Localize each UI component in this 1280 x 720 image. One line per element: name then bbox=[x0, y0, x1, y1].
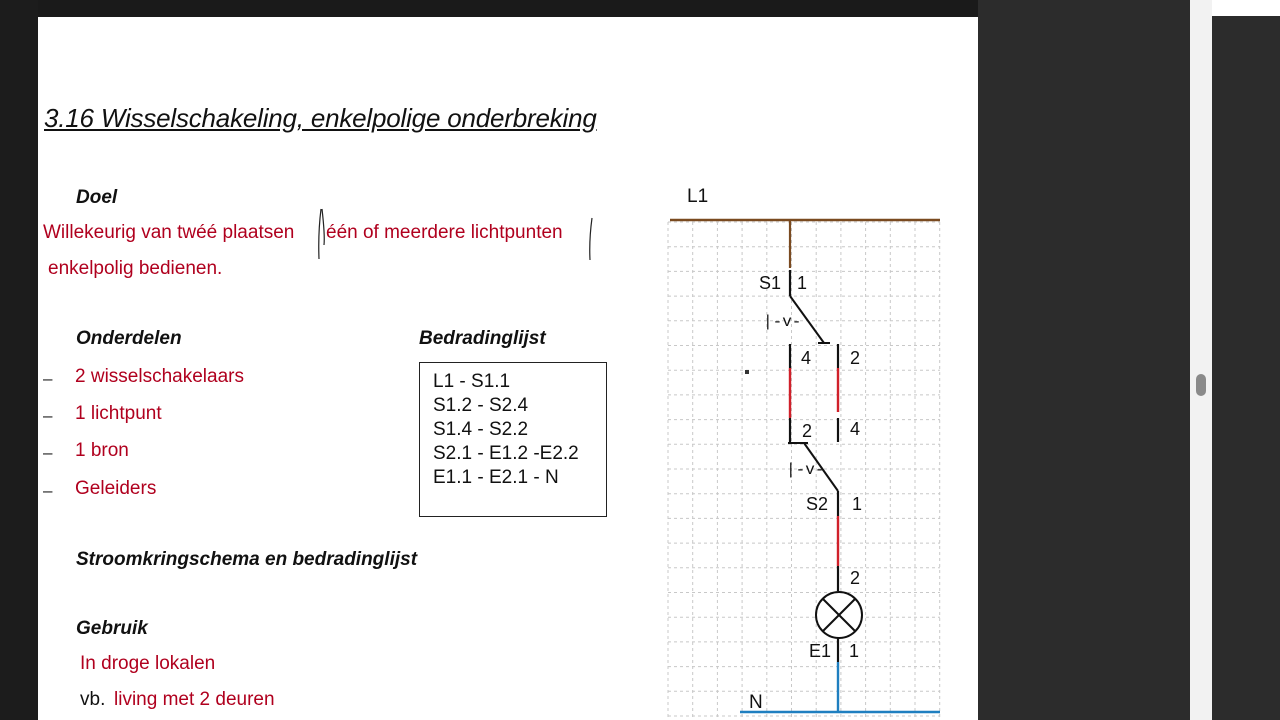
list-bullet: – bbox=[43, 481, 53, 500]
label-S1: S1 bbox=[759, 273, 782, 293]
list-item: Geleiders bbox=[75, 478, 157, 499]
gebruik-vb: vb. bbox=[80, 689, 106, 710]
label-N: N bbox=[749, 692, 763, 713]
doel-text-line2: enkelpolig bedienen. bbox=[48, 258, 223, 279]
list-item: 1 lichtpunt bbox=[75, 403, 162, 424]
list-bullet: – bbox=[43, 369, 53, 388]
label-s1-terminal-1: 1 bbox=[797, 273, 808, 293]
circuit-schema bbox=[38, 0, 978, 720]
list-item: 2 wisselschakelaars bbox=[75, 366, 244, 387]
document-page bbox=[38, 0, 978, 720]
gebruik-line1: In droge lokalen bbox=[80, 653, 216, 674]
label-e1-terminal-2: 2 bbox=[850, 568, 861, 588]
wiring-line: S1.2 - S2.4 bbox=[433, 395, 529, 416]
label-s2-terminal-4: 4 bbox=[850, 419, 861, 439]
label-s1-terminal-4: 4 bbox=[801, 348, 812, 368]
doel-heading: Doel bbox=[76, 187, 118, 208]
onderdelen-heading: Onderdelen bbox=[76, 328, 182, 349]
gebruik-heading: Gebruik bbox=[76, 618, 148, 639]
bedradinglijst-heading: Bedradinglijst bbox=[419, 328, 546, 349]
label-L1: L1 bbox=[687, 186, 709, 207]
s2-switch-symbol: |-v- bbox=[786, 461, 825, 479]
list-bullet: – bbox=[43, 406, 53, 425]
label-S2: S2 bbox=[806, 494, 829, 514]
label-E1: E1 bbox=[809, 641, 832, 661]
left-gutter bbox=[0, 0, 38, 720]
side-strip-top bbox=[1212, 0, 1280, 16]
wiring-line: E1.1 - E2.1 - N bbox=[433, 467, 559, 488]
label-s1-terminal-2: 2 bbox=[850, 348, 861, 368]
wiring-line: S1.4 - S2.2 bbox=[433, 419, 529, 440]
doel-text-line1b: één of meerdere lichtpunten bbox=[326, 222, 563, 243]
list-item: 1 bron bbox=[75, 440, 129, 461]
s1-switch-symbol: |-v- bbox=[763, 313, 802, 331]
gebruik-line2: living met 2 deuren bbox=[114, 689, 275, 710]
page-title: 3.16 Wisselschakeling, enkelpolige onderbreking bbox=[44, 103, 597, 133]
wiring-line: S2.1 - E1.2 -E2.2 bbox=[433, 443, 579, 464]
label-e1-terminal-1: 1 bbox=[849, 641, 860, 661]
stray-dot bbox=[745, 370, 749, 374]
list-bullet: – bbox=[43, 443, 53, 462]
right-panel bbox=[978, 0, 1280, 720]
doel-text-line1a: Willekeurig van twéé plaatsen bbox=[43, 222, 295, 243]
wiring-line: L1 - S1.1 bbox=[433, 371, 511, 392]
scrollbar-track[interactable] bbox=[1190, 0, 1212, 720]
stroomkring-heading: Stroomkringschema en bedradinglijst bbox=[76, 549, 418, 570]
label-s2-terminal-2: 2 bbox=[802, 421, 813, 441]
scrollbar-thumb[interactable] bbox=[1196, 374, 1206, 396]
label-s2-terminal-1: 1 bbox=[852, 494, 863, 514]
